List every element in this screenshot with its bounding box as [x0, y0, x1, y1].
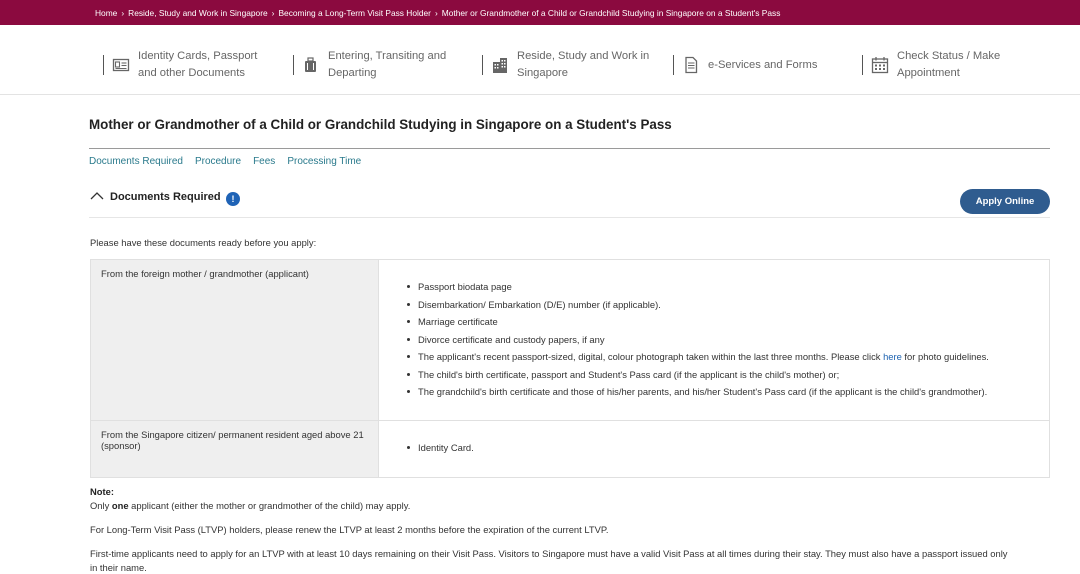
list-item: Identity Card.: [407, 439, 1039, 457]
note-text: applicant (either the mother or grandmother of the child) may apply.: [128, 500, 411, 511]
main-nav: [0, 25, 1080, 95]
intro-text: Please have these documents ready before you apply:: [90, 237, 317, 248]
nav-label: [328, 48, 446, 82]
nav-label-line1: Check Status / Make: [897, 50, 1001, 62]
anchor-documents-required[interactable]: Documents Required: [89, 156, 183, 167]
list-item: Marriage certificate: [407, 313, 1039, 331]
note-emphasis: one: [111, 500, 129, 511]
nav-label: [517, 48, 649, 82]
nav-item-identity-cards[interactable]: [103, 47, 257, 83]
calendar-icon: [871, 56, 889, 74]
nav-divider: [482, 55, 483, 75]
breadcrumb-separator: ›: [434, 7, 438, 18]
nav-label-line1: Identity Cards, Passport: [138, 50, 258, 62]
anchor-processing-time[interactable]: Processing Time: [287, 156, 362, 167]
note-line-first-time-cont: in their name.: [90, 562, 147, 573]
nav-label: e-Services and Forms: [708, 58, 818, 71]
nav-label-line1: Entering, Transiting and: [328, 50, 447, 62]
sponsor-label: From the Singapore citizen/ permanent resident aged above 21 (sponsor): [91, 421, 379, 478]
note-label: Note:: [90, 486, 114, 497]
in-page-anchors: [89, 156, 361, 167]
note-line-one-applicant: [90, 499, 410, 513]
note-line-first-time: First-time applicants need to apply for an LTVP with at least 10 days remaining on their Visit Pass. Visitors to Singapore must have a valid Visit Pass at all times during their stay. They must also have a passport issued only: [90, 548, 1008, 559]
nav-label-line2: Singapore: [517, 67, 569, 79]
nav-label: [897, 48, 1000, 82]
nav-divider: [103, 55, 104, 75]
building-icon: [491, 56, 509, 74]
nav-divider: [293, 55, 294, 75]
list-item: The child's birth certificate, passport and Student's Pass card (if the applicant is the child's mother) or;: [407, 366, 1039, 384]
nav-label-line2: Departing: [328, 67, 377, 79]
breadcrumb-separator: ›: [271, 7, 275, 18]
breadcrumb-current: Mother or Grandmother of a Child or Grandchild Studying in Singapore on a Student's Pass: [441, 7, 781, 18]
info-icon[interactable]: !: [226, 192, 240, 206]
nav-label: [138, 48, 257, 82]
document-icon: [682, 56, 700, 74]
section-title[interactable]: Documents Required: [110, 191, 221, 203]
nav-item-eservices[interactable]: [673, 47, 817, 83]
nav-divider: [673, 55, 674, 75]
breadcrumb-ltvp[interactable]: Becoming a Long-Term Visit Pass Holder: [278, 7, 431, 18]
document-list: [407, 260, 1039, 401]
nav-divider: [862, 55, 863, 75]
photo-text-after: for photo guidelines.: [901, 351, 989, 362]
divider: [89, 148, 1050, 149]
applicant-label: From the foreign mother / grandmother (applicant): [91, 260, 379, 421]
chevron-up-icon[interactable]: [89, 190, 105, 202]
anchor-fees[interactable]: Fees: [253, 156, 276, 167]
table-row: [91, 421, 1050, 478]
nav-label-line2: and other Documents: [138, 67, 245, 79]
photo-guidelines-link[interactable]: here: [883, 351, 902, 362]
breadcrumb-separator: ›: [121, 7, 125, 18]
page-title: Mother or Grandmother of a Child or Grandchild Studying in Singapore on a Student's Pass: [89, 117, 672, 132]
nav-item-entering[interactable]: [293, 47, 446, 83]
documents-section-header: [89, 184, 1050, 218]
nav-label-line1: Reside, Study and Work in: [517, 50, 650, 62]
list-item: Divorce certificate and custody papers, if any: [407, 331, 1039, 349]
table-row: [91, 260, 1050, 421]
luggage-icon: [302, 56, 320, 74]
list-item: [407, 348, 1039, 366]
photo-text: The applicant's recent passport-sized, digital, colour photograph taken within the last three months. Please click: [418, 351, 884, 362]
breadcrumb-home[interactable]: Home: [95, 7, 118, 18]
document-list: [407, 421, 1039, 457]
anchor-procedure[interactable]: Procedure: [194, 156, 242, 167]
nav-item-check-status[interactable]: [862, 47, 1000, 83]
breadcrumb: [0, 0, 1080, 25]
note-line-renewal: For Long-Term Visit Pass (LTVP) holders, please renew the LTVP at least 2 months before the expiration of the current LTVP.: [90, 524, 609, 535]
nav-label-line2: Appointment: [897, 67, 960, 79]
breadcrumb-reside[interactable]: Reside, Study and Work in Singapore: [128, 7, 268, 18]
nav-item-reside[interactable]: [482, 47, 649, 83]
list-item: Passport biodata page: [407, 278, 1039, 296]
sponsor-documents: [379, 421, 1050, 478]
id-card-icon: [112, 56, 130, 74]
list-item: Disembarkation/ Embarkation (D/E) number (if applicable).: [407, 296, 1039, 314]
note-text: Only: [90, 500, 112, 511]
documents-table: [90, 259, 1050, 478]
apply-online-button[interactable]: Apply Online: [960, 189, 1050, 214]
applicant-documents: [379, 260, 1050, 421]
list-item: The grandchild's birth certificate and those of his/her parents, and his/her Student's Pass card (if the applicant is the child's grandmother).: [407, 383, 1039, 401]
